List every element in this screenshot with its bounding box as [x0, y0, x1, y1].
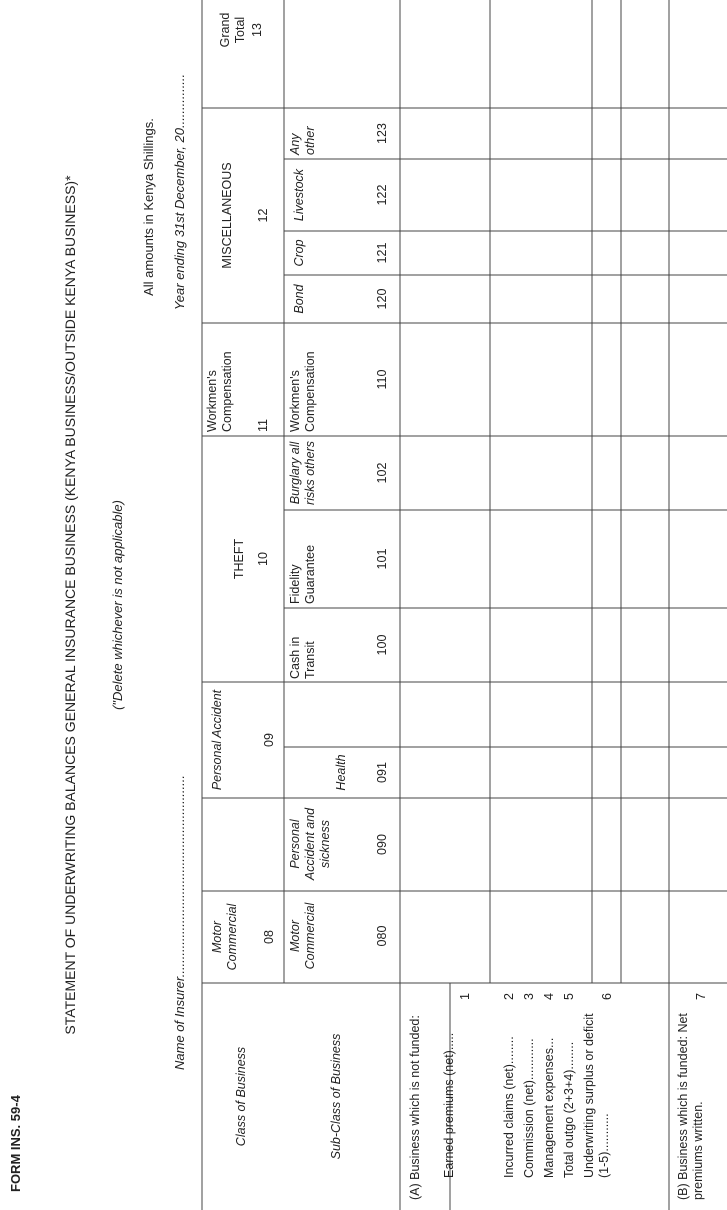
row-b-heading: (B) Business which is funded: Net premiums written. [676, 1013, 705, 1200]
sub-livestock: Livestock [292, 168, 306, 222]
row-number-4: 4 [542, 993, 556, 1000]
grand-total-code: 13 [250, 23, 264, 37]
row-commission: Commission (net)............ [522, 1038, 536, 1178]
code-120: 120 [375, 288, 389, 310]
theft-header: THEFT [232, 538, 246, 580]
code-110: 110 [375, 369, 389, 390]
row-number-3: 3 [522, 993, 536, 1000]
code-091: 091 [375, 762, 389, 783]
row-underwriting-surplus: Underwriting surplus or deficit (1-5)........... [582, 1013, 611, 1178]
sub-personal-accident-sickness: Personal Accident and sickness [288, 807, 332, 881]
code-100: 100 [375, 634, 389, 656]
theft-code: 10 [256, 552, 270, 566]
code-090: 090 [375, 834, 389, 855]
row-management-expenses: Management expenses... [542, 1037, 556, 1178]
sub-health: Health [334, 754, 348, 791]
personal-accident-code: 09 [262, 733, 276, 747]
personal-accident-header: Personal Accident [210, 689, 224, 791]
miscellaneous-header: MISCELLANEOUS [220, 162, 234, 269]
sub-cash-in-transit: Cash in Transit [288, 636, 317, 679]
insurer-name-field: Name of Insurer........................................................ [172, 775, 187, 1070]
sub-crop: Crop [292, 239, 306, 267]
sub-bond: Bond [292, 284, 306, 314]
delete-note: ("Delete whichever is not applicable) [110, 500, 125, 710]
form-number: FORM INS. 59-4 [8, 1095, 23, 1192]
page-title: STATEMENT OF UNDERWRITING BALANCES GENERAL INSURANCE BUSINESS (KENYA BUSINESS/OUTSIDE KENYA BUSINESS)* [62, 175, 78, 1035]
row-a-heading: (A) Business which is not funded: [408, 1015, 422, 1200]
code-122: 122 [375, 184, 389, 206]
grand-total-header: Grand Total [218, 12, 247, 48]
workmens-header: Workmen's Compensation [205, 351, 234, 432]
row-number-5: 5 [562, 993, 576, 1000]
year-ending-field: Year ending 31st December, 20............... [172, 73, 187, 311]
row-number-6: 6 [600, 993, 614, 1000]
sub-motor-commercial: Motor Commercial [288, 902, 317, 970]
workmens-code: 11 [256, 419, 270, 432]
sub-workmens: Workmen's Compensation [288, 351, 317, 432]
sub-any-other: Any other [288, 126, 317, 155]
row-earned-premiums: Earned premiums (net)..... [442, 1032, 456, 1178]
code-101: 101 [375, 548, 389, 570]
sub-class-of-business-label: Sub-Class of Business [329, 1033, 343, 1160]
miscellaneous-code: 12 [256, 208, 270, 223]
sub-fidelity-guarantee: Fidelity Guarantee [288, 544, 317, 604]
code-080: 080 [375, 925, 389, 947]
code-123: 123 [375, 123, 389, 144]
row-number-2: 2 [502, 993, 516, 1000]
motor-commercial-header: Motor Commercial [210, 903, 239, 971]
row-total-outgo: Total outgo (2+3+4)........ [562, 1041, 576, 1178]
class-of-business-label: Class of Business [234, 1046, 248, 1147]
row-number-7: 7 [694, 993, 708, 1000]
motor-commercial-code: 08 [262, 930, 276, 944]
code-102: 102 [375, 462, 389, 484]
row-incurred-claims: Incurred claims (net)........ [502, 1036, 516, 1178]
sub-burglary: Burglary all risks others [288, 441, 317, 505]
currency-note: All amounts in Kenya Shillings. [141, 118, 156, 296]
row-number-1: 1 [458, 993, 472, 1000]
code-121: 121 [375, 242, 389, 264]
